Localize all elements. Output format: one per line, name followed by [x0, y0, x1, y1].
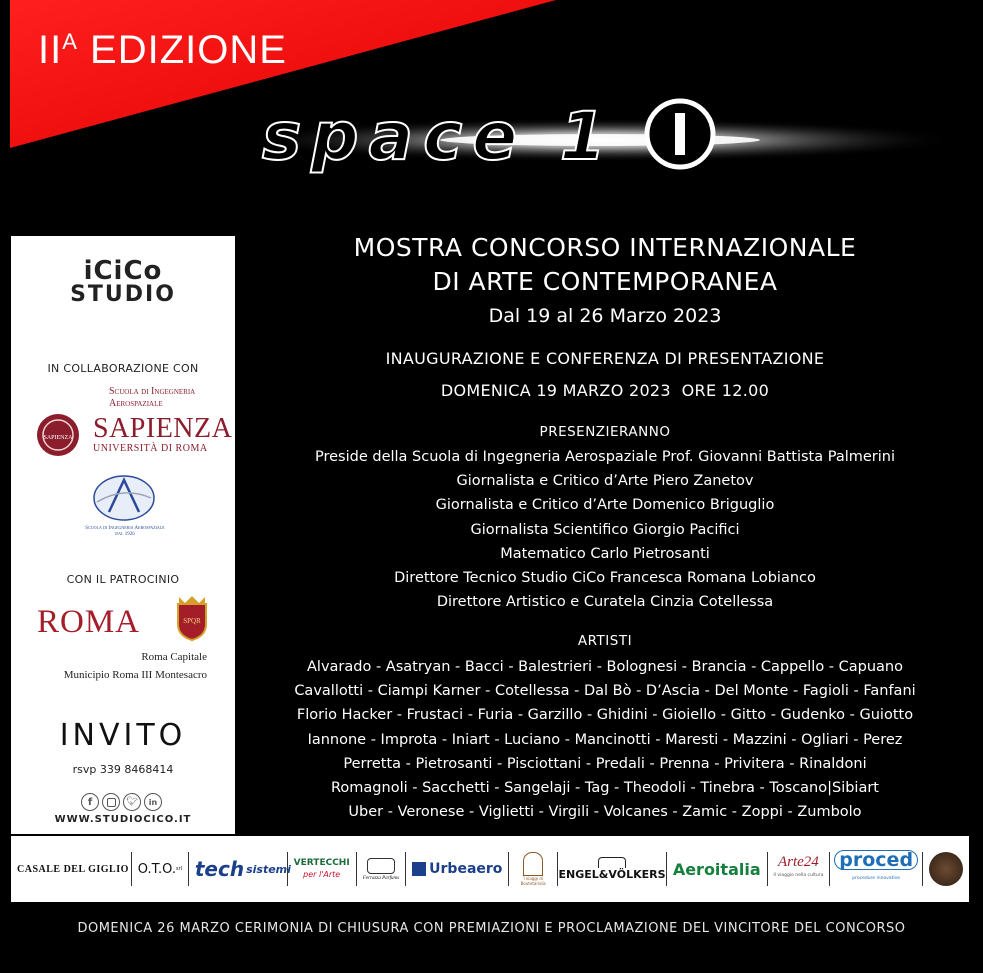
rsvp-phone: rsvp 339 8468414 [72, 763, 174, 776]
main-title-line2: DI ARTE CONTEMPORANEA [432, 267, 778, 296]
social-icons [81, 793, 162, 811]
artists-line: Cavallotti - Ciampi Karner - Cotellessa - Dal Bò - D’Ascia - Del Monte - Fagioli - Fanfani [294, 683, 916, 700]
website-link[interactable]: WWW.STUDIOCICO.IT [54, 814, 192, 825]
edition-title: $II^A$ EDIZIONE [38, 28, 287, 72]
closing-ceremony-note: DOMENICA 26 MARZO CERIMONIA DI CHIUSURA CON PREMIAZIONI E PROCLAMAZIONE DEL VINCITORE DEL CONCORSO [77, 921, 906, 936]
presenters-list [250, 445, 960, 614]
sponsor-urbeaero: Urbeaero [406, 836, 508, 902]
left-panel [11, 236, 235, 834]
presenter-line: Preside della Scuola di Ingegneria Aerospaziale Prof. Giovanni Battista Palmerini [315, 449, 895, 465]
svg-text:SPQR: SPQR [183, 617, 201, 625]
sponsor-viaggi: I viaggi di Boutetarialis [509, 836, 557, 902]
collab-label: IN COLLABORAZIONE CON [47, 362, 199, 375]
artists-line: Perretta - Pietrosanti - Pisciottani - Predali - Prenna - Privitera - Rinaldoni [343, 755, 867, 772]
sponsor-round-logo [923, 836, 969, 902]
sponsor-aeroitalia: Aeroitalia [672, 859, 761, 879]
sponsor-arte24: Arte24 Il viaggio nella cultura [773, 854, 824, 878]
presenter-line: Giornalista e Critico d’Arte Piero Zanetov [456, 473, 754, 490]
presenter-line: Direttore Artistico e Curatela Cinzia Cotellessa [436, 594, 774, 611]
exhibition-dates: Dal 19 al 26 Marzo 2023 [488, 305, 722, 327]
presenter-line: Giornalista Scientifico Giorgio Pacifici [470, 521, 740, 538]
linkedin-icon[interactable]: in [144, 793, 162, 811]
sponsor-ferrazza: Ferrazza Parfums [357, 836, 406, 902]
presenter-line: Matematico Carlo Pietrosanti [500, 545, 710, 562]
artists-line: Romagnoli - Sacchetti - Sangelaji - Tag - Theodoli - Tinebra - Toscano|Sibiart [331, 779, 879, 796]
studio-logo: iCiCo STUDIO [70, 256, 176, 307]
sponsors-strip [11, 836, 969, 902]
sponsor-proced: proced procedure innovative [830, 836, 922, 902]
presenter-line: Direttore Tecnico Studio CiCo Francesca Romana Lobianco [394, 569, 816, 586]
roma-crest-icon [173, 594, 211, 642]
invito-heading: INVITO [59, 718, 187, 753]
artists-line: Iannone - Improta - Iniart - Luciano - Mancinotti - Maresti - Mazzini - Ogliari - Perez [307, 731, 903, 748]
sponsor-engel-volkers: ENGEL&VÖLKERS [558, 836, 666, 902]
main-title-line1: MOSTRA CONCORSO INTERNAZIONALE [353, 233, 857, 262]
twitter-icon[interactable]: 🐦︎ [123, 793, 141, 811]
artists-line: Alvarado - Asatryan - Bacci - Balestrieri - Bolognesi - Brancia - Cappello - Capuano [307, 659, 903, 675]
patronage-label: CON IL PATROCINIO [66, 573, 180, 586]
sponsor-oto: O.T.O. srl [137, 861, 183, 877]
school-name: Scuola di Ingegneria Aerospaziale [109, 386, 196, 409]
instagram-icon[interactable] [102, 793, 120, 811]
presenter-line: Giornalista e Critico d’Arte Domenico Briguglio [435, 497, 775, 514]
sponsor-tech-sistemi: tech sistemi [194, 857, 291, 881]
inauguration-heading: INAUGURAZIONE E CONFERENZA DI PRESENTAZIONE [385, 349, 825, 368]
sponsor-vertecchi: VERTECCHI per l'Arte [293, 858, 350, 879]
roma-name: ROMA [37, 604, 141, 640]
municipio: Municipio Roma III Montesacro [63, 669, 207, 681]
sapienza-name: SAPIENZA [93, 413, 233, 444]
sapienza-sub: UNIVERSITÀ DI ROMA [93, 443, 208, 454]
artists-line: Uber - Veronese - Viglietti - Virgili - Volcanes - Zamic - Zoppi - Zumbolo [348, 804, 862, 821]
sapienza-seal-icon [35, 409, 81, 461]
artists-heading: ARTISTI [577, 633, 633, 649]
presenters-heading: PRESENZIERANNO [539, 424, 671, 440]
artists-line: Florio Hacker - Frustaci - Furia - Garzillo - Ghidini - Gioiello - Gitto - Gudenko - Guiotto [296, 707, 914, 724]
svg-text:SAPIENZA: SAPIENZA [43, 435, 73, 441]
artists-list [250, 655, 960, 824]
school-logo-caption: Scuola di Ingegneria Aerospaziale dal 1926 [85, 526, 165, 537]
roma-capitale: Roma Capitale [141, 651, 207, 663]
space-logo: space 1 [262, 98, 616, 175]
inauguration-date: DOMENICA 19 MARZO 2023 ORE 12.00 [440, 381, 770, 400]
sponsor-casale-del-giglio: CASALE DEL GIGLIO [17, 863, 129, 875]
header-banner [0, 0, 983, 230]
facebook-icon[interactable]: f [81, 793, 99, 811]
